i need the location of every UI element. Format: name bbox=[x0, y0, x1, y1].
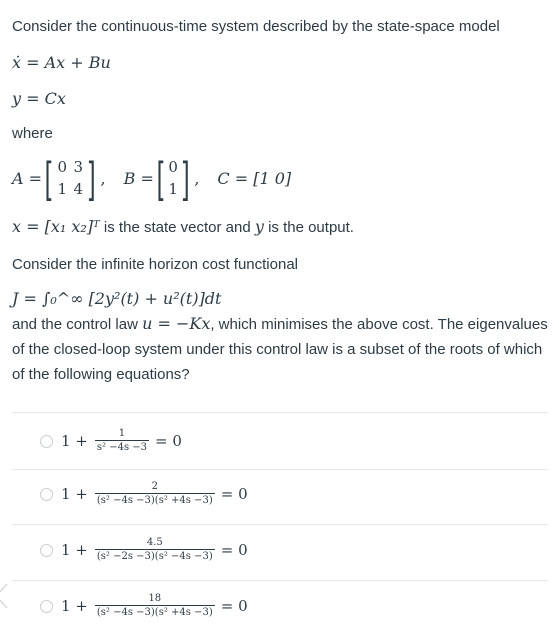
option-lead: 1 + bbox=[61, 485, 88, 503]
fraction-denominator: (s² −2s −3)(s² −4s −3) bbox=[96, 551, 213, 562]
option-lead: 1 + bbox=[61, 541, 88, 559]
cost-intro-text: Consider the infinite horizon cost functional bbox=[12, 256, 298, 273]
control-law-math: u = −Kx bbox=[142, 314, 211, 333]
chevron-left-icon bbox=[0, 583, 8, 609]
state-vector-desc: is the state vector and bbox=[99, 219, 255, 236]
answer-option-3[interactable] bbox=[40, 537, 248, 563]
answer-option-1[interactable] bbox=[40, 428, 182, 454]
control-law-text bbox=[12, 311, 548, 387]
matrix-a-cell: 0 bbox=[57, 158, 68, 176]
option-tail: = 0 bbox=[155, 432, 182, 450]
fraction bbox=[95, 481, 215, 507]
fraction bbox=[95, 537, 215, 563]
control-law-rest: , which minimises the above cost. The eigenvalues of the closed-loop system under this control law is a subset of the roots of which of the following equations? bbox=[12, 316, 548, 383]
matrix-a-cell: 1 bbox=[57, 180, 68, 198]
matrices-row: A = [ 0 3 1 4 ] , B = [ 0 1 ] , C = [1 0] bbox=[12, 153, 292, 202]
fraction bbox=[95, 428, 149, 454]
matrix-b-cell: 0 bbox=[168, 158, 178, 176]
radio-button[interactable] bbox=[40, 544, 53, 557]
state-equation: ẋ = Ax + Bu bbox=[12, 52, 111, 72]
answer-option-2[interactable] bbox=[40, 481, 248, 507]
radio-button[interactable] bbox=[40, 600, 53, 613]
fraction-numerator: 4.5 bbox=[146, 537, 163, 548]
radio-button[interactable] bbox=[40, 435, 53, 448]
option-tail: = 0 bbox=[220, 485, 248, 503]
state-vector-math: x = [x₁ x₂]ᵀ bbox=[12, 217, 100, 236]
option-lead: 1 + bbox=[61, 432, 88, 450]
output-var: y bbox=[254, 217, 264, 236]
matrix-b-cell: 1 bbox=[168, 180, 178, 198]
state-vector-text bbox=[12, 214, 548, 240]
matrix-a-cell: 3 bbox=[73, 158, 84, 176]
output-desc: is the output. bbox=[263, 219, 354, 236]
question-body bbox=[12, 14, 548, 387]
matrix-a-cell: 4 bbox=[73, 180, 84, 198]
matrix-a-label: A = bbox=[12, 168, 43, 188]
fraction-denominator: s² −4s −3 bbox=[96, 442, 148, 453]
divider bbox=[12, 580, 548, 581]
matrix-b: [ 0 1 ] bbox=[156, 153, 190, 202]
option-lead: 1 + bbox=[61, 597, 88, 615]
fraction-numerator: 18 bbox=[148, 593, 162, 604]
matrix-c: C = [1 0] bbox=[217, 168, 292, 188]
radio-button[interactable] bbox=[40, 488, 53, 501]
fraction-numerator: 2 bbox=[151, 481, 158, 492]
divider bbox=[12, 412, 548, 413]
fraction-numerator: 1 bbox=[118, 428, 126, 439]
cost-functional: J = ∫₀^∞ [2y²(t) + u²(t)]dt bbox=[12, 288, 222, 308]
matrix-b-label: B = bbox=[123, 168, 154, 188]
control-law-lead: and the control law bbox=[12, 316, 143, 333]
fraction-denominator: (s² −4s −3)(s² +4s −3) bbox=[96, 495, 213, 506]
output-equation: y = Cx bbox=[12, 88, 66, 108]
intro-text: Consider the continuous-time system described by the state-space model bbox=[12, 18, 500, 35]
fraction-denominator: (s² −4s −3)(s² +4s −3) bbox=[96, 607, 213, 618]
divider bbox=[12, 524, 548, 525]
divider bbox=[12, 469, 548, 470]
option-tail: = 0 bbox=[220, 597, 248, 615]
answer-option-4[interactable] bbox=[40, 593, 248, 619]
option-tail: = 0 bbox=[220, 541, 248, 559]
fraction bbox=[95, 593, 215, 619]
matrix-a: [ 0 3 1 4 ] bbox=[44, 153, 96, 202]
where-text: where bbox=[12, 125, 53, 142]
